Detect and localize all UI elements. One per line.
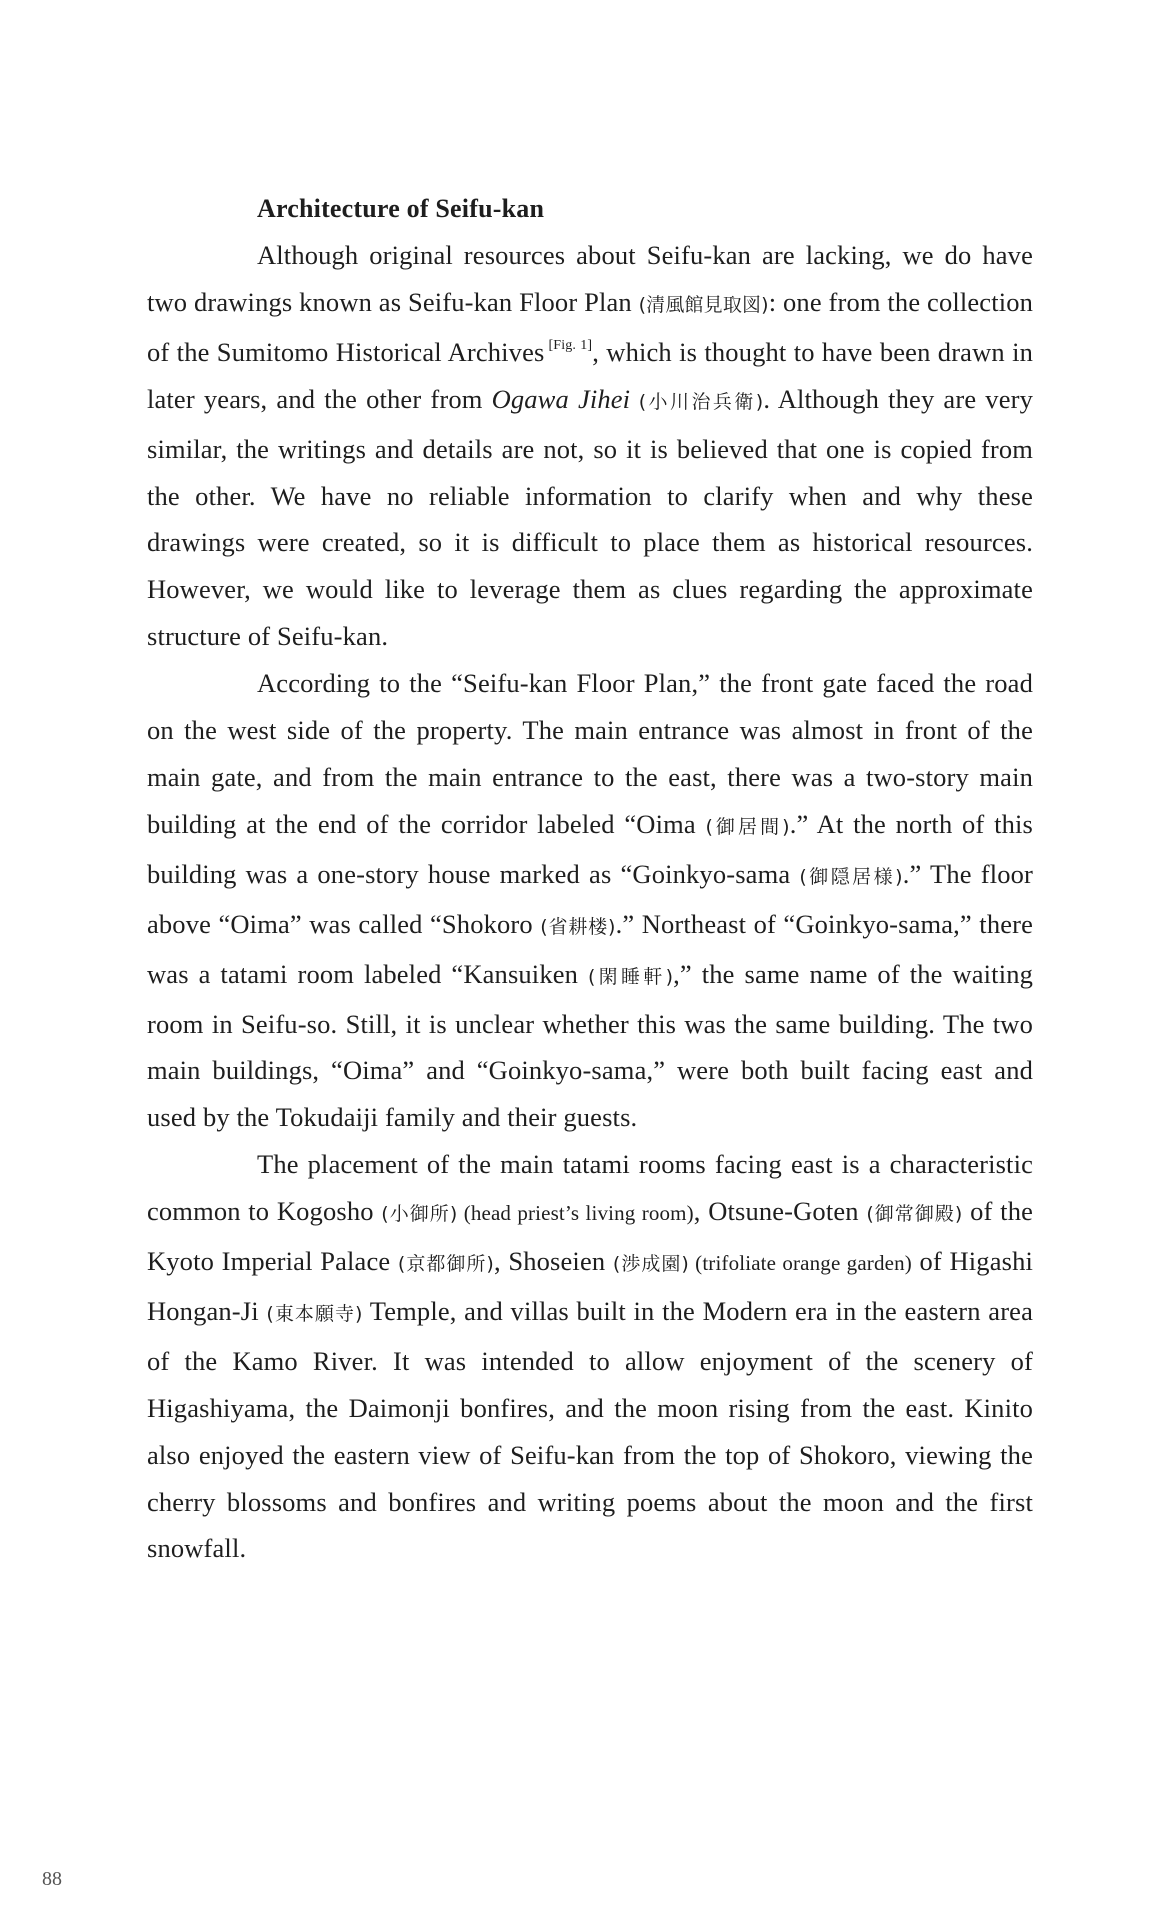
paragraph-1-kanji-2: (小川治兵衛): [630, 390, 764, 413]
paragraph-3-text-2: , Otsune-Goten: [693, 1196, 867, 1227]
paragraph-1-kanji-1: (清風館見取図): [638, 293, 769, 316]
paragraph-2-kanji-3: (省耕楼): [540, 915, 616, 938]
paragraph-1-text-2: : one from the collection of the Sumitomo Historical Archives: [147, 286, 1034, 367]
paragraph-2-text-5: ,” the same name of the waiting room in Seifu-so. Still, it is unclear whether this was the same building. The two main buildings, “Oima” and “Goinkyo-sama,” were both built facing east and used by the Tokudaiji family and their guests.: [147, 958, 1034, 1133]
main-text-column: [147, 188, 1033, 1572]
figure-reference: [Fig. 1]: [548, 337, 593, 353]
paragraph-3-text-5: of Higashi Hongan-Ji: [147, 1246, 1033, 1326]
paragraph-2-kanji-1: (御居間): [705, 815, 790, 838]
paragraph-3: [147, 1141, 1033, 1572]
paragraph-2-text-2: .” At the north of this building was a one-story house marked as “Goinkyo-sama: [147, 808, 1033, 889]
paragraph-1-text-4: . Although they are very similar, the writings and details are not, so it is believed that one is copied from the other. We have no reliable information to clarify when and why these drawings were created, so it is difficult to place them as historical resources. However, we would like to leverage them as clues regarding the approximate structure of Seifu-kan.: [147, 383, 1033, 652]
paragraph-3-text-4: , Shoseien: [493, 1246, 613, 1277]
paragraph-3-gloss-1: (head priest’s living room): [457, 1201, 694, 1226]
paragraph-3-kanji-5: (東本願寺): [266, 1302, 363, 1325]
paragraph-1-text-3: , which is thought to have been drawn in later years, and the other from: [147, 336, 1033, 414]
paragraph-3-kanji-3: (京都御所): [397, 1253, 494, 1276]
paragraph-2-text-1: According to the “Seifu-kan Floor Plan,” the front gate faced the road on the west side of the property. The main entrance was almost in front of the main gate, and from the main entrance to the east, there was a two-story main building at the end of the corridor labeled “Oima: [147, 668, 1033, 839]
paragraph-2-text-4: .” Northeast of “Goinkyo-sama,” there was a tatami room labeled “Kansuiken: [147, 908, 1034, 989]
paragraph-3-kanji-4: (渉成園): [612, 1253, 689, 1276]
paragraph-2: [147, 660, 1033, 1141]
paragraph-1-text-1: Although original resources about Seifu-kan are lacking, we do have two drawings known as Seifu-kan Floor Plan: [147, 240, 1033, 317]
paragraph-3-kanji-2: (御常御殿): [866, 1203, 963, 1226]
paragraph-2-kanji-2: (御隠居様): [799, 865, 903, 888]
person-name-italic: Ogawa Jihei: [491, 383, 631, 414]
paragraph-1: [147, 232, 1033, 660]
paragraph-3-text-3: of the Kyoto Imperial Palace: [147, 1196, 1034, 1277]
paragraph-2-text-3: .” The floor above “Oima” was called “Shokoro: [147, 858, 1033, 939]
page-number: 88: [42, 1868, 62, 1890]
paragraph-3-kanji-1: (小御所): [381, 1203, 458, 1226]
paragraph-3-text-1: The placement of the main tatami rooms facing east is a characteristic common to Kogosho: [147, 1149, 1033, 1227]
paragraph-2-kanji-4: (閑睡軒): [587, 965, 674, 988]
paragraph-3-gloss-2: (trifoliate orange garden): [688, 1251, 912, 1276]
section-heading: Architecture of Seifu-kan: [257, 194, 545, 223]
paragraph-3-text-6: Temple, and villas built in the Modern era in the eastern area of the Kamo River. It was intended to allow enjoyment of the scenery of Higashiyama, the Daimonji bonfires, and the moon rising from the east. Kinito also enjoyed the eastern view of Seifu-kan from the top of Shokoro, viewing the cherry blossoms and bonfires and writing poems about the moon and the first snowfall.: [147, 1295, 1034, 1564]
